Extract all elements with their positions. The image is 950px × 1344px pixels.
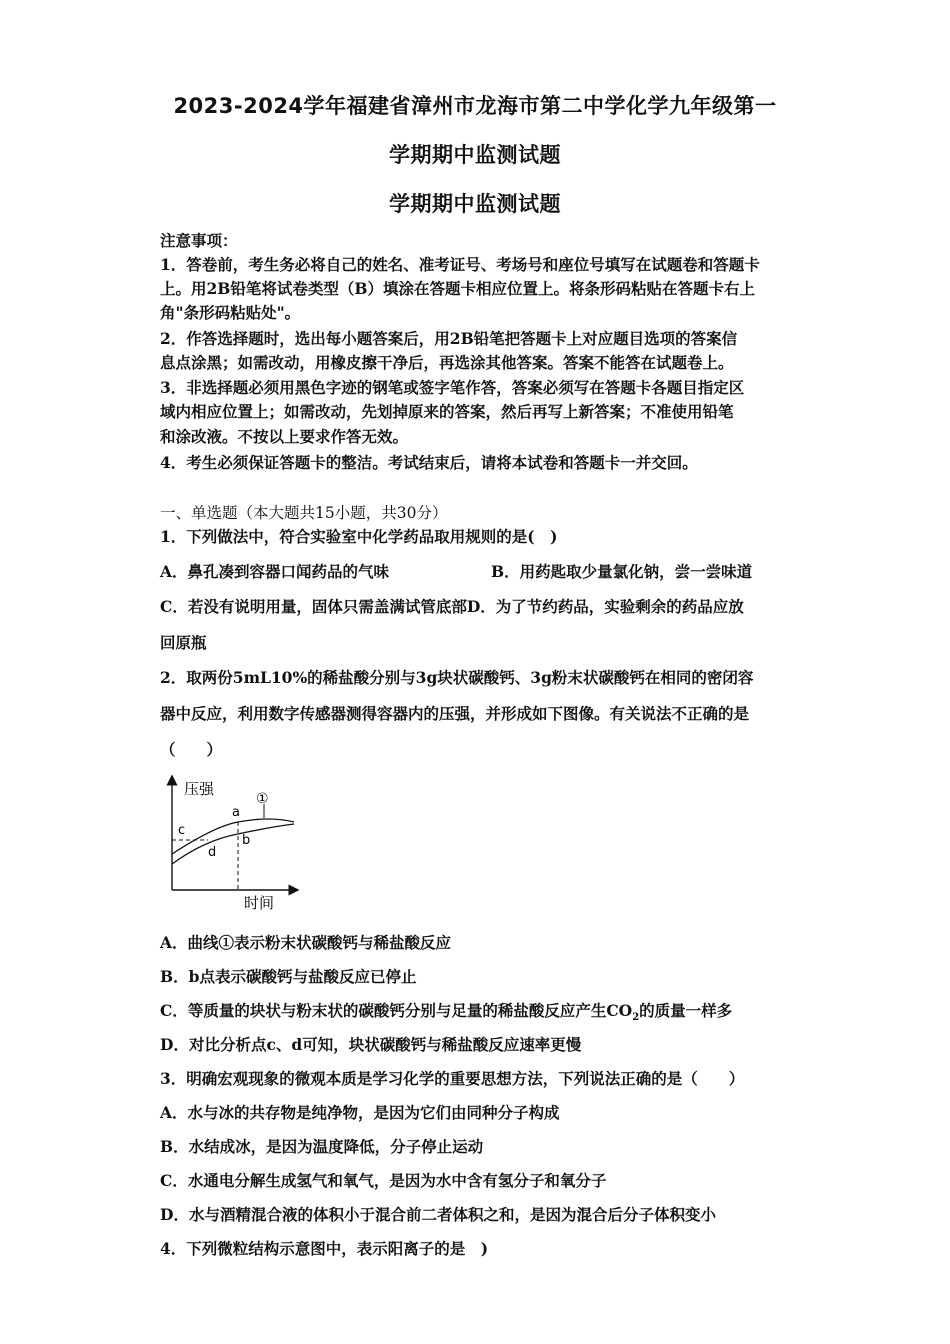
- notice-line: 4．考生必须保证答题卡的整洁。考试结束后，请将本试卷和答题卡一并交回。: [160, 453, 698, 472]
- q4-stem: 4．下列微粒结构示意图中，表示阳离子的是 ): [160, 1239, 489, 1258]
- title-line-1: 2023-2024学年福建省漳州市龙海市第二中学化学九年级第一: [173, 94, 777, 118]
- curve-2: [172, 824, 294, 864]
- q1-option-cd: C．若没有说明用量，固体只需盖满试管底部D．为了节约药品，实验剩余的药品应放: [160, 597, 744, 616]
- q1-option-d-cont: 回原瓶: [160, 633, 207, 652]
- q2-option-c-text-end: 的质量一样多: [639, 1001, 733, 1020]
- section-heading: 一、单选题（本大题共15小题，共30分）: [160, 504, 448, 522]
- q2-stem-1: 2．取两份5mL10%的稀盐酸分别与3g块状碳酸钙、3g粉末状碳酸钙在相同的密闭容: [160, 668, 754, 687]
- q2-option-c-subscript: 2: [632, 1012, 640, 1024]
- notice-line: 2．作答选择题时，选出每小题答案后，用2B铅笔把答题卡上对应题目选项的答案信: [160, 329, 738, 348]
- point-b-label: b: [242, 833, 251, 848]
- q2-option-b: B．b点表示碳酸钙与盐酸反应已停止: [160, 967, 417, 986]
- curve-1: [172, 819, 294, 854]
- notice-line: 息点涂黑；如需改动，用橡皮擦干净后，再选涂其他答案。答案不能答在试题卷上。: [160, 353, 734, 372]
- title-line-2: 学期期中监测试题: [389, 143, 561, 167]
- notice-heading: 注意事项：: [160, 231, 238, 250]
- y-axis-label: 压强: [184, 780, 215, 798]
- pressure-time-graph: [160, 772, 310, 912]
- q2-stem-2: 器中反应，利用数字传感器测得容器内的压强，并形成如下图像。有关说法不正确的是: [160, 704, 750, 723]
- point-c-label: c: [178, 823, 186, 838]
- q2-option-c: [160, 999, 732, 1023]
- curve-label: ①: [256, 791, 269, 807]
- q1-stem: 1．下列做法中，符合实验室中化学药品取用规则的是( ): [160, 527, 558, 546]
- q2-option-a: A．曲线①表示粉末状碳酸钙与稀盐酸反应: [160, 933, 452, 952]
- q3-option-a: A．水与冰的共存物是纯净物，是因为它们由同种分子构成: [160, 1103, 560, 1122]
- point-a-label: a: [232, 805, 240, 820]
- title-line-3: 学期期中监测试题: [389, 192, 561, 216]
- x-axis-label: 时间: [244, 894, 275, 912]
- q2-option-c-text: C．等质量的块状与粉末状的碳酸钙分别与足量的稀盐酸反应产生CO: [160, 1001, 633, 1020]
- point-d-label: d: [208, 845, 217, 860]
- q3-stem: 3．明确宏观现象的微观本质是学习化学的重要思想方法，下列说法正确的是（ ）: [160, 1069, 745, 1088]
- notice-line: 3．非选择题必须用黑色字迹的钢笔或签字笔作答，答案必须写在答题卡各题目指定区: [160, 378, 745, 397]
- q3-option-c: C．水通电分解生成氢气和氧气，是因为水中含有氢分子和氧分子: [160, 1171, 607, 1190]
- notice-line: 1．答卷前，考生务必将自己的姓名、准考证号、考场号和座位号填写在试题卷和答题卡: [160, 255, 760, 274]
- notice-line: 上。用2B铅笔将试卷类型（B）填涂在答题卡相应位置上。将条形码粘贴在答题卡右上: [160, 279, 755, 298]
- notice-line: 角"条形码粘贴处"。: [160, 303, 301, 322]
- q3-option-d: D．水与酒精混合液的体积小于混合前二者体积之和，是因为混合后分子体积变小: [160, 1205, 716, 1224]
- notice-line: 域内相应位置上；如需改动，先划掉原来的答案，然后再写上新答案；不准使用铅笔: [160, 402, 734, 421]
- q2-option-d: D．对比分析点c、d可知，块状碳酸钙与稀盐酸反应速率更慢: [160, 1035, 582, 1054]
- q2-stem-3: （ ）: [160, 740, 223, 759]
- q1-option-b: B．用药匙取少量氯化钠，尝一尝味道: [491, 562, 753, 581]
- notice-line: 和涂改液。不按以上要求作答无效。: [160, 427, 409, 446]
- q3-option-b: B．水结成冰，是因为温度降低，分子停止运动: [160, 1137, 484, 1156]
- q1-option-a: A．鼻孔凑到容器口闻药品的气味: [160, 562, 390, 581]
